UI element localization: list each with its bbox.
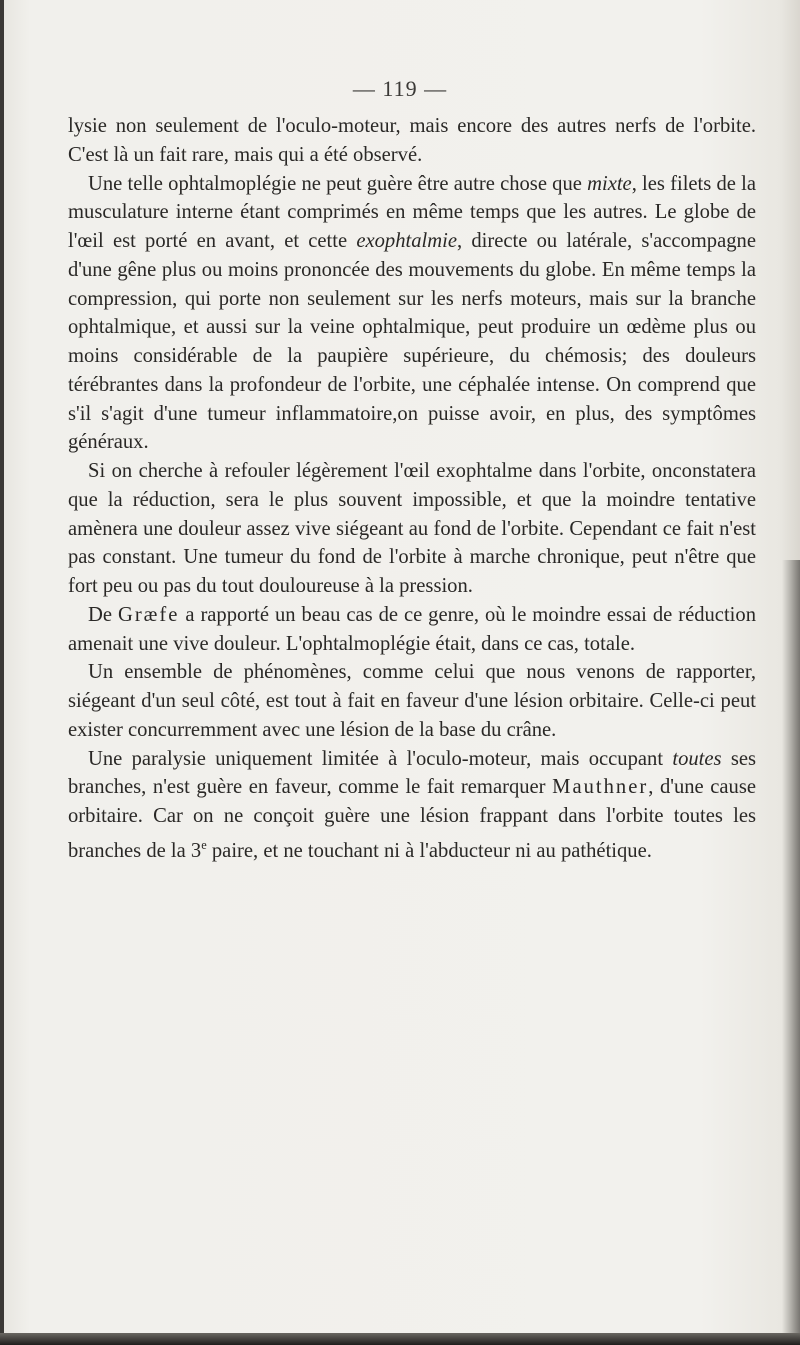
author-name: Græfe (117, 603, 180, 626)
text-run: , directe ou latérale, s'accompagne d'une gêne plus ou moins prononcée des mouvements du globe. En même temps la compression, qui porte non seulement sur les nerfs moteurs, mais sur la branche ophtalmique, et aussi sur la veine ophtalmique, peut produire un œdème plus ou moins considérable de la paupière supérieure, du chémosis; des douleurs térébrantes dans la profondeur de l'orbite, une céphalée intense. On comprend que s'il s'agit d'une tumeur inflammatoire,on puisse avoir, en plus, des symptômes généraux. (68, 230, 756, 454)
paragraph (68, 601, 756, 659)
italic-text: exophtalmie (356, 230, 457, 252)
text-run: Si on cherche à refouler légèrement l'œil exophtalme dans l'orbite, onconstatera que la réduction, sera le plus souvent impossible, et que la moindre tentative amènera une douleur assez vive siégeant au fond de l'orbite. Cependant ce fait n'est pas constant. Une tumeur du fond de l'orbite à marche chronique, peut n'être que fort peu ou pas du tout douloureuse à la pression. (68, 460, 756, 597)
paragraph (68, 457, 756, 601)
paragraph (68, 112, 756, 170)
paragraph (68, 170, 756, 458)
paragraph (68, 745, 756, 866)
page-bottom-edge (0, 1333, 800, 1345)
page-right-shadow (782, 560, 800, 1345)
text-run: Un ensemble de phénomènes, comme celui que nous venons de rapporter, siégeant d'un seul côté, est tout à fait en faveur d'une lésion orbitaire. Celle-ci peut exister concurremment avec une lésion de la base du crâne. (68, 661, 756, 741)
italic-text: toutes (672, 747, 722, 770)
italic-text: mixte (587, 172, 632, 195)
text-run: paire, et ne touchant ni à l'abducteur ni au pathétique. (206, 839, 652, 862)
text-run: , d'une cause orbitaire. Car on ne conçoit guère une lésion frappant dans l'orbite toutes les branches de la 3 (68, 776, 757, 862)
text-run: ses branches, n'est guère en faveur, comme le fait remarquer (68, 747, 756, 799)
author-name: Mauthner (552, 776, 649, 799)
paragraph (68, 658, 756, 744)
text-run: a rapporté un beau cas de ce genre, où le moindre essai de réduction amenait une vive douleur. L'ophtalmoplégie était, dans ce cas, totale. (68, 603, 756, 655)
page-left-edge (0, 0, 4, 1345)
text-run: , les filets de la musculature interne étant comprimés en même temps que les autres. Le globe de l'œil est porté en avant, et cette (68, 172, 756, 252)
body-text (68, 112, 756, 865)
text-run: De (88, 603, 118, 626)
page-number: — 119 — (352, 76, 448, 101)
text-run: Une paralysie uniquement limitée à l'oculo-moteur, mais occupant (88, 747, 673, 770)
text-run: lysie non seulement de l'oculo-moteur, mais encore des autres nerfs de l'orbite. C'est là un fait rare, mais qui a été observé. (68, 115, 756, 166)
text-run: Une telle ophtalmoplégie ne peut guère être autre chose que (88, 172, 588, 195)
superscript: e (201, 837, 207, 852)
